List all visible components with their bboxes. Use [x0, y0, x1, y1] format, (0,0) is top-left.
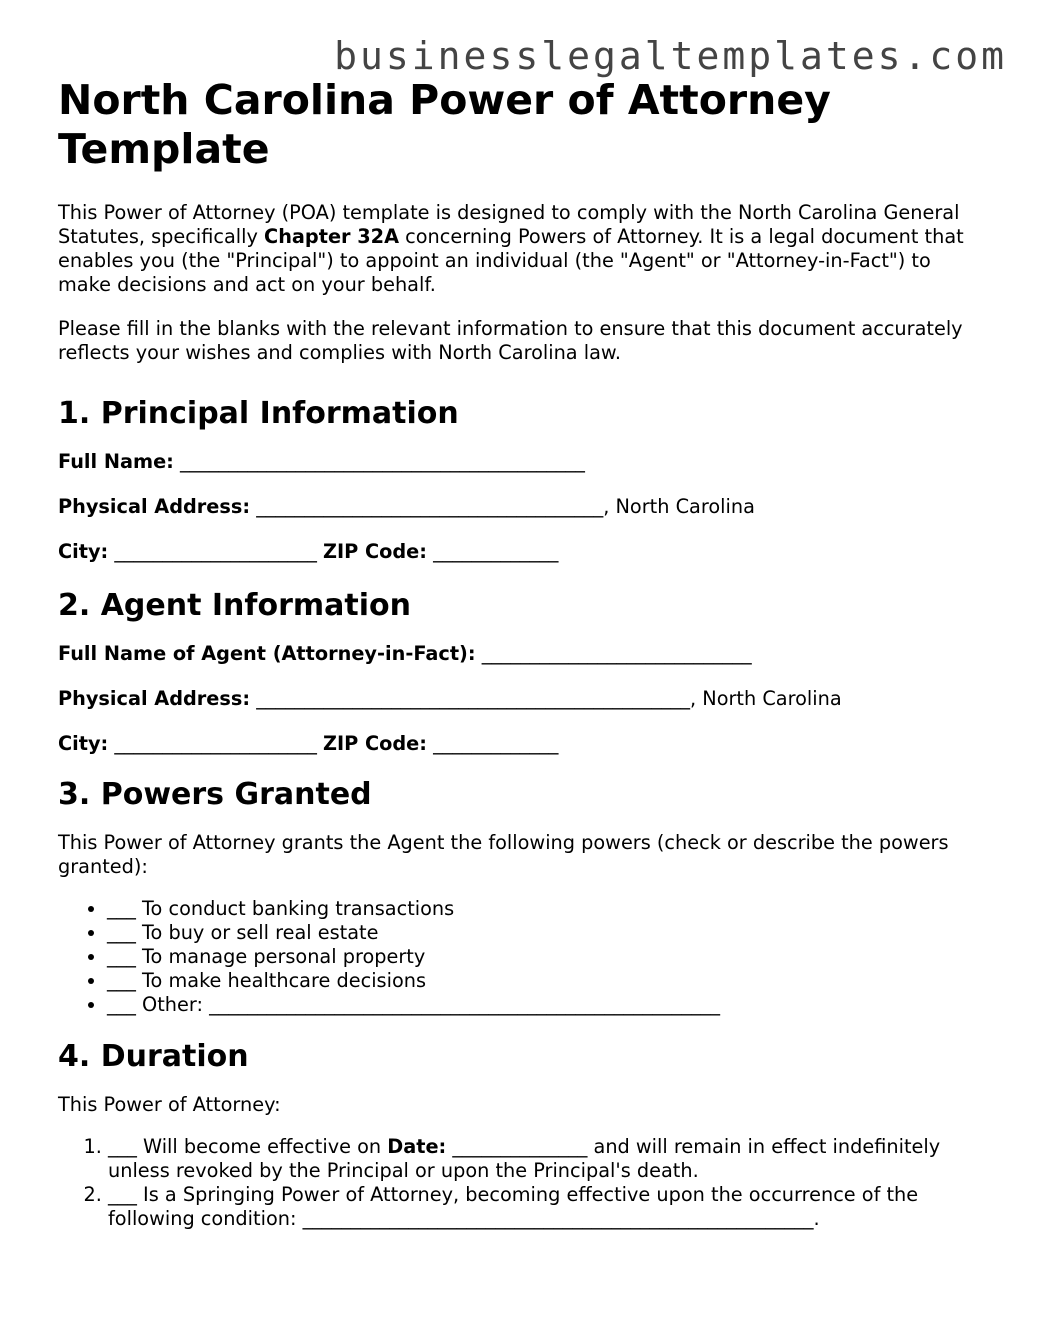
section-heading-agent: 2. Agent Information: [58, 588, 411, 623]
duration-intro: This Power of Attorney:: [58, 1093, 281, 1116]
agent-address-field[interactable]: [58, 687, 988, 711]
powers-intro: This Power of Attorney grants the Agent the following powers (check or describe the powers granted):: [58, 831, 949, 878]
section-heading-duration: 4. Duration: [58, 1039, 249, 1074]
page-title: North Carolina Power of Attorney Template: [58, 76, 831, 173]
field-blank[interactable]: ____________________________: [475, 642, 752, 665]
field-label: ZIP Code:: [322, 732, 427, 755]
duration-list: [58, 1135, 988, 1231]
power-item-banking[interactable]: • ___ To conduct banking transactions: [107, 897, 988, 921]
field-label: City:: [58, 540, 109, 563]
duration-item-effective-date[interactable]: [108, 1135, 988, 1183]
date-label: Date:: [387, 1135, 447, 1158]
intro-chapter-ref: Chapter 32A: [264, 225, 400, 248]
powers-list: [58, 897, 988, 1017]
instructions-paragraph: Please fill in the blanks with the relevant information to ensure that this document accurately reflects your wishes and complies with North Carolina law.: [58, 317, 963, 364]
field-label: ZIP Code:: [322, 540, 427, 563]
power-item-personal-property[interactable]: • ___ To manage personal property: [107, 945, 988, 969]
intro-text-1: This Power of Attorney (POA) template is designed to comply with the North Carolina General Statutes, specifically: [58, 201, 960, 248]
field-blank[interactable]: _____________________________________________, North Carolina: [250, 687, 842, 710]
intro-paragraph: [58, 201, 988, 297]
principal-address-field[interactable]: [58, 495, 988, 519]
duration-text: ___ Will become effective on: [108, 1135, 388, 1158]
power-item-other[interactable]: • ___ Other: _____________________________________________________: [107, 993, 988, 1017]
field-blank[interactable]: _____________: [426, 540, 559, 563]
power-item-healthcare[interactable]: • ___ To make healthcare decisions: [107, 969, 988, 993]
duration-item-springing[interactable]: 2. ___ Is a Springing Power of Attorney, becoming effective upon the occurrence of the following condition: _____________________________________________________.: [108, 1183, 988, 1231]
section-heading-principal: 1. Principal Information: [58, 396, 459, 431]
field-label: City:: [58, 732, 109, 755]
field-label: Physical Address:: [58, 495, 251, 518]
field-blank[interactable]: __________________________________________: [173, 450, 585, 473]
watermark: businesslegaltemplates.com: [334, 34, 1007, 78]
field-blank[interactable]: _____________________: [108, 540, 323, 563]
section-heading-powers: 3. Powers Granted: [58, 777, 372, 812]
power-item-real-estate[interactable]: • ___ To buy or sell real estate: [107, 921, 988, 945]
field-label: Full Name:: [58, 450, 174, 473]
principal-city-zip-field[interactable]: [58, 540, 988, 564]
duration-text: ______________ and will remain in effect indefinitely unless revoked by the Principal or upon the Principal's death.: [108, 1135, 941, 1182]
field-blank[interactable]: ____________________________________, North Carolina: [250, 495, 755, 518]
field-blank[interactable]: _____________________: [108, 732, 323, 755]
field-label: Full Name of Agent (Attorney-in-Fact):: [58, 642, 476, 665]
field-label: Physical Address:: [58, 687, 251, 710]
intro-text-2: concerning Powers of Attorney. It is a legal document that enables you (the "Principal") to appoint an individual (the "Agent" or "Attorney-in-Fact") to make decisions and act on your behalf.: [58, 225, 964, 296]
document-body: [58, 76, 988, 1231]
principal-full-name-field[interactable]: [58, 450, 988, 474]
agent-full-name-field[interactable]: [58, 642, 988, 666]
field-blank[interactable]: _____________: [426, 732, 559, 755]
agent-city-zip-field[interactable]: [58, 732, 988, 756]
